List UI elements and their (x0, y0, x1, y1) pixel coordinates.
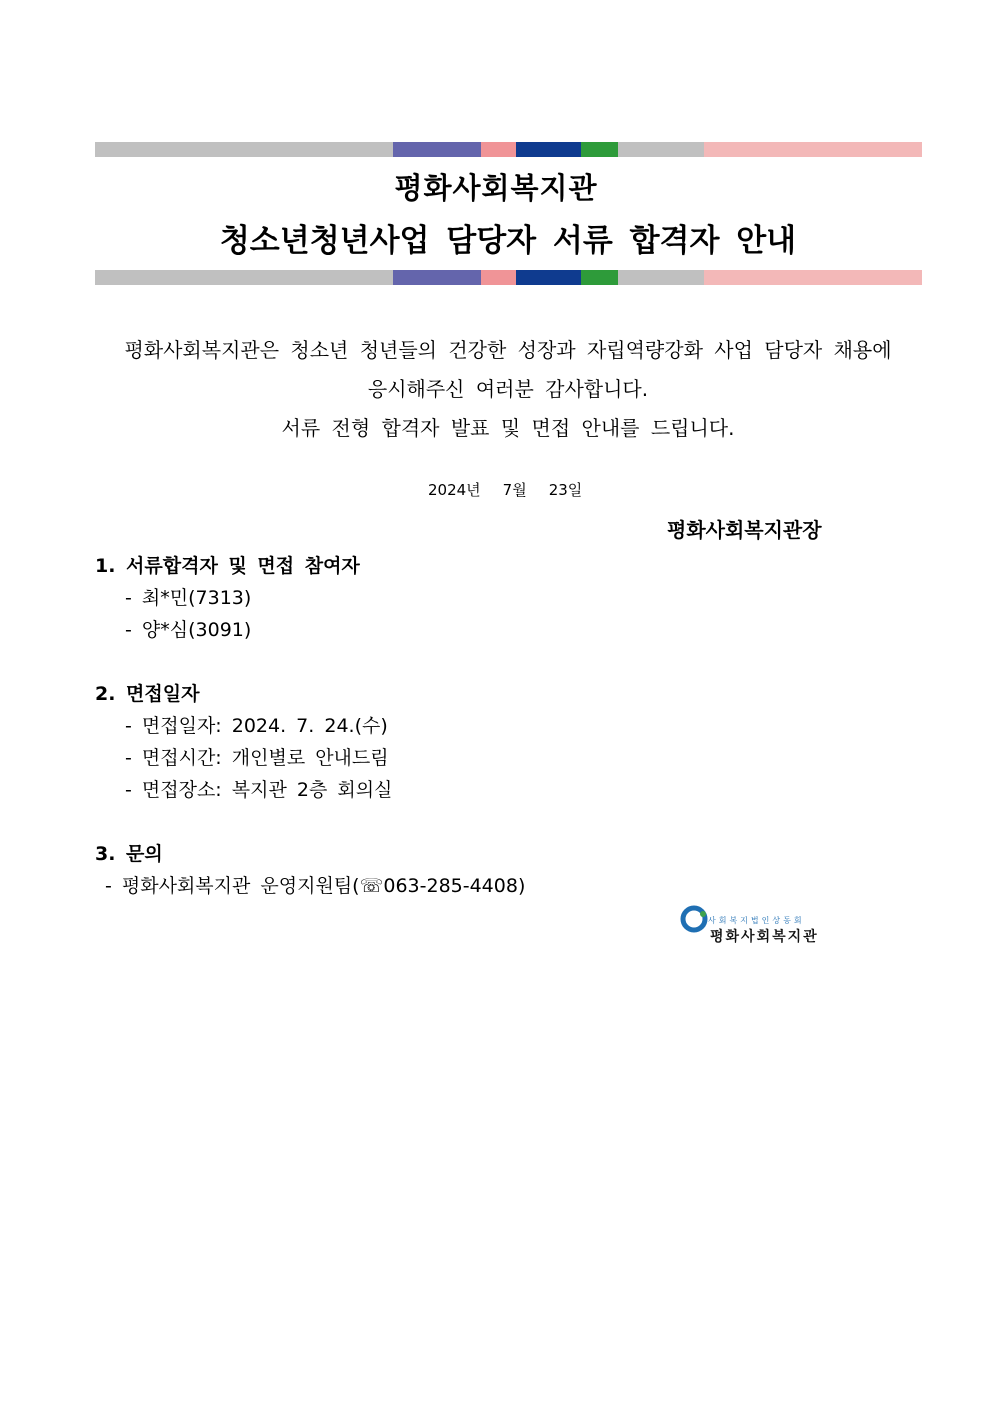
date-day: 23일 (548, 481, 583, 499)
document-title-org: 평화사회복지관 (394, 171, 598, 205)
section-heading-contact: 3. 문의 (95, 843, 163, 865)
interview-time-item: - 면접시간: 개인별로 안내드림 (125, 747, 389, 769)
intro-line-2: 응시해주신 여러분 감사합니다. (367, 377, 649, 401)
document-title: 청소년청년사업 담당자 서류 합격자 안내 (219, 223, 797, 259)
logo-circle-icon (680, 905, 708, 933)
interview-place-item: - 면접장소: 복지관 2층 회의실 (125, 779, 393, 801)
decorative-color-bar-top (95, 142, 922, 157)
logo-main-text: 평화사회복지관 (710, 929, 819, 945)
section-heading-applicants: 1. 서류합격자 및 면접 참여자 (95, 555, 360, 577)
section-heading-interview: 2. 면접일자 (95, 683, 200, 705)
intro-line-1: 평화사회복지관은 청소년 청년들의 건강한 성장과 자립역량강화 사업 담당자 채용에 (124, 338, 892, 362)
interview-date-item: - 면접일자: 2024. 7. 24.(수) (125, 715, 388, 737)
document-date (428, 479, 604, 500)
date-month: 7월 (502, 481, 527, 499)
logo-sub-text: 사회복지법인상동회 (708, 916, 805, 925)
signer-name: 평화사회복지관장 (667, 518, 822, 542)
decorative-color-bar-bottom (95, 270, 922, 285)
date-year: 2024년 (428, 481, 481, 499)
organization-logo (680, 905, 830, 945)
contact-item: - 평화사회복지관 운영지원팀(☏063-285-4408) (105, 875, 526, 897)
intro-line-3: 서류 전형 합격자 발표 및 면접 안내를 드립니다. (281, 416, 735, 440)
applicant-item: - 양*심(3091) (125, 619, 252, 641)
applicant-item: - 최*민(7313) (125, 587, 252, 609)
